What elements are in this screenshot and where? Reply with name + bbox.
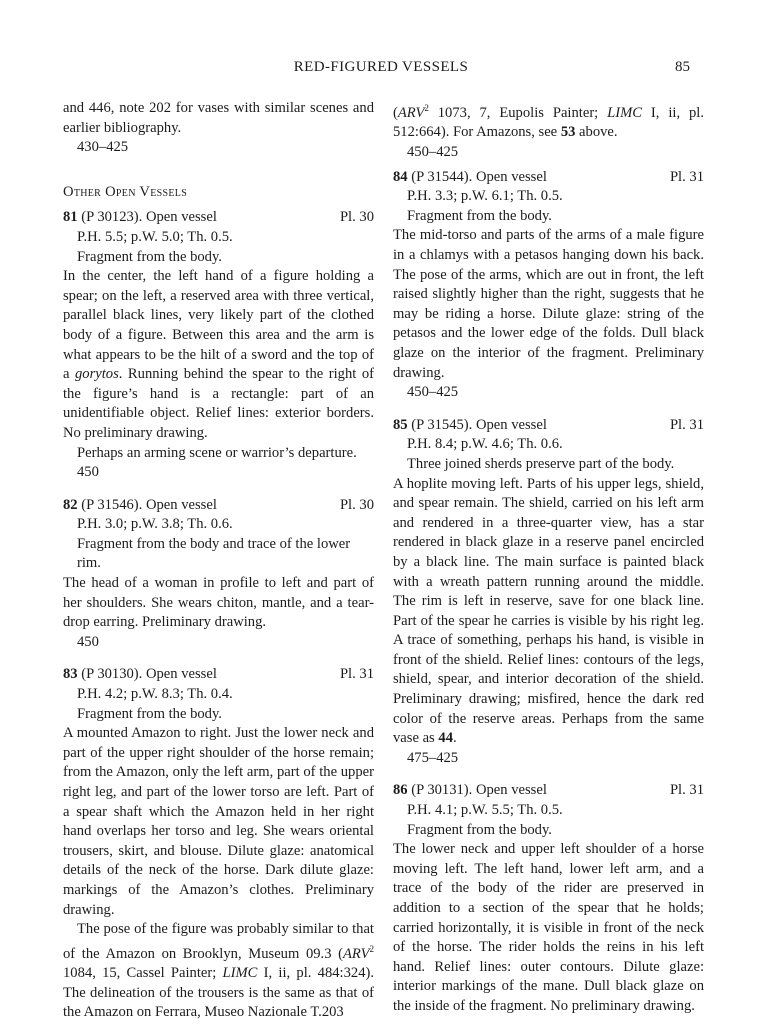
entry-dimensions: P.H. 8.4; p.W. 4.6; Th. 0.6. bbox=[407, 436, 563, 453]
entry-heading bbox=[393, 168, 704, 188]
entry-number: 81 bbox=[63, 209, 78, 226]
entry-inventory: (P 30130). Open vessel bbox=[77, 666, 217, 683]
plate-reference: Pl. 31 bbox=[669, 168, 704, 185]
right-column bbox=[393, 99, 704, 1017]
entry-dimensions: P.H. 3.0; p.W. 3.8; Th. 0.6. bbox=[77, 516, 233, 533]
entry-date: 475–425 bbox=[407, 749, 459, 766]
entry-fragment: Three joined sherds preserve part of the body. bbox=[407, 455, 675, 472]
entry-heading bbox=[63, 208, 374, 228]
plate-reference: Pl. 31 bbox=[669, 416, 704, 433]
entry-description: A mounted Amazon to right. Just the lower neck and part of the upper right shoulder of the horse remain; from the Amazon, only the left arm, part of the upper right leg, and part of the lower torso are left. Part of a spear shaft which the Amazon held in her right hand overlaps her torso and leg. She wears oriental trousers, skirt, and blouse. Dilute glaze: anatomical details of the neck of the horse. Dark dilute glaze: markings of the Amazon’s clothes. Preliminary drawing. bbox=[63, 725, 374, 918]
entry-inventory: (P 30123). Open vessel bbox=[77, 209, 217, 226]
entry-note: Perhaps an arming scene or warrior’s departure. bbox=[77, 444, 357, 461]
entry-heading bbox=[393, 781, 704, 801]
entry-description: The mid-torso and parts of the arms of a male figure in a chlamys with a petasos hanging down his back. The pose of the arms, which are out in front, the left raised slightly higher than the right, suggests that he may be riding a horse. Dilute glaze: string of the petasos and the lower edge of the folds. Dull black glaze on the interior of the fragment. Preliminary drawing. bbox=[393, 227, 704, 381]
entry-dimensions: P.H. 4.2; p.W. 8.3; Th. 0.4. bbox=[77, 686, 233, 703]
running-title: RED-FIGURED VESSELS bbox=[293, 59, 469, 75]
entry-date: 450 bbox=[77, 464, 99, 481]
entry-number: 85 bbox=[393, 416, 408, 433]
entry-description: The lower neck and upper left shoulder of a horse moving left. The left hand, lower left arm, and a trace of the body of the rider are preserved in addition to a section of the spear that he holds; carried horizontally, it is visible in front of the neck of the horse. The rider holds the reins in his left hand. Relief lines: outer contours. Dilute glaze: interior markings of the mane. Dull black glaze on the inside of the fragment. No preliminary drawing. bbox=[393, 841, 704, 1014]
entry-fragment: Fragment from the body. bbox=[407, 821, 552, 838]
entry-dimensions: P.H. 4.1; p.W. 5.5; Th. 0.5. bbox=[407, 802, 563, 819]
plate-reference: Pl. 30 bbox=[339, 209, 374, 226]
entry-inventory: (P 31544). Open vessel bbox=[407, 168, 547, 185]
continuation-text: and 446, note 202 for vases with similar scenes and earlier bibliography. bbox=[63, 100, 374, 136]
page-header bbox=[0, 58, 762, 80]
page-number: 85 bbox=[675, 59, 690, 75]
date-range: 450–425 bbox=[407, 144, 459, 161]
entry-fragment: Fragment from the body. bbox=[77, 248, 222, 265]
section-heading: Other Open Vessels bbox=[63, 183, 188, 200]
entry-heading bbox=[393, 416, 704, 436]
entry-date: 450–425 bbox=[407, 384, 459, 401]
entry-dimensions: P.H. 3.3; p.W. 6.1; Th. 0.5. bbox=[407, 188, 563, 205]
catalog-entry-81 bbox=[63, 208, 374, 482]
entry-inventory: (P 31546). Open vessel bbox=[77, 496, 217, 513]
entry-inventory: (P 30131). Open vessel bbox=[407, 782, 547, 799]
entry-paragraph-2: The pose of the figure was probably similar to that of the Amazon on Brooklyn, Museum 09.3 (ARV$^2$ 1084, 15, Cassel Painter; LIMC I, ii, pl. 484:324). The delineation of the trousers is the same as that of the Amazon on Ferrara, Museo Nazionale T.203 bbox=[63, 921, 374, 1021]
entry-fragment: Fragment from the body and trace of the lower rim. bbox=[77, 535, 351, 572]
entry-number: 86 bbox=[393, 782, 408, 799]
entry-number: 84 bbox=[393, 168, 408, 185]
plate-reference: Pl. 31 bbox=[339, 666, 374, 683]
plate-reference: Pl. 30 bbox=[339, 496, 374, 513]
entry-inventory: (P 31545). Open vessel bbox=[407, 416, 547, 433]
catalog-entry-86 bbox=[393, 781, 704, 1016]
entry-heading bbox=[63, 665, 374, 685]
continuation-text: (ARV$^2$ 1073, 7, Eupolis Painter; LIMC I, ii, pl. 512:664). For Amazons, see 53 above. bbox=[393, 103, 704, 141]
catalog-entry-85 bbox=[393, 416, 704, 769]
entry-description: A hoplite moving left. Parts of his upper legs, shield, and spear remain. The shield, carried on his left arm and rendered in a three-quarter view, has a star rendered in black glaze in a reserve panel encircled by a black line. The main surface is painted black with a wreath pattern running around the middle. The rim is left in reserve, save for one black line. Part of the spear he carries is visible by his right leg. A trace of something, perhaps his hand, is visible in front of the shield. Relief lines: contours of the legs, shield, spear, and interior decoration of the shield. Preliminary drawing; misfired, hence the dark red color of the reserve areas. Perhaps from the same vase as 44. bbox=[393, 475, 704, 747]
entry-heading bbox=[63, 496, 374, 516]
entry-number: 83 bbox=[63, 666, 78, 683]
catalog-entry-84 bbox=[393, 168, 704, 403]
entry-fragment: Fragment from the body. bbox=[407, 207, 552, 224]
entry-dimensions: P.H. 5.5; p.W. 5.0; Th. 0.5. bbox=[77, 228, 233, 245]
entry-description: The head of a woman in profile to left and part of her shoulders. She wears chiton, mantle, and a tear-drop earring. Preliminary drawing. bbox=[63, 575, 374, 631]
entry-date: 450 bbox=[77, 633, 99, 650]
catalog-entry-83 bbox=[63, 665, 374, 1023]
catalog-entry-82 bbox=[63, 496, 374, 653]
plate-reference: Pl. 31 bbox=[669, 782, 704, 799]
entry-fragment: Fragment from the body. bbox=[77, 705, 222, 722]
left-column bbox=[63, 99, 374, 1023]
entry-description: In the center, the left hand of a figure holding a spear; on the left, a reserved area with three vertical, parallel black lines, very likely part of the clothed body of a figure. Between this area and the arm is what appears to be the hilt of a sword and the top of a gorytos. Running behind the spear to the right of the figure’s hand is a rectangle: part of an unidentifiable object. Relief lines: exterior borders. No preliminary drawing. bbox=[63, 268, 374, 441]
entry-number: 82 bbox=[63, 496, 78, 513]
date-range: 430–425 bbox=[77, 139, 129, 156]
